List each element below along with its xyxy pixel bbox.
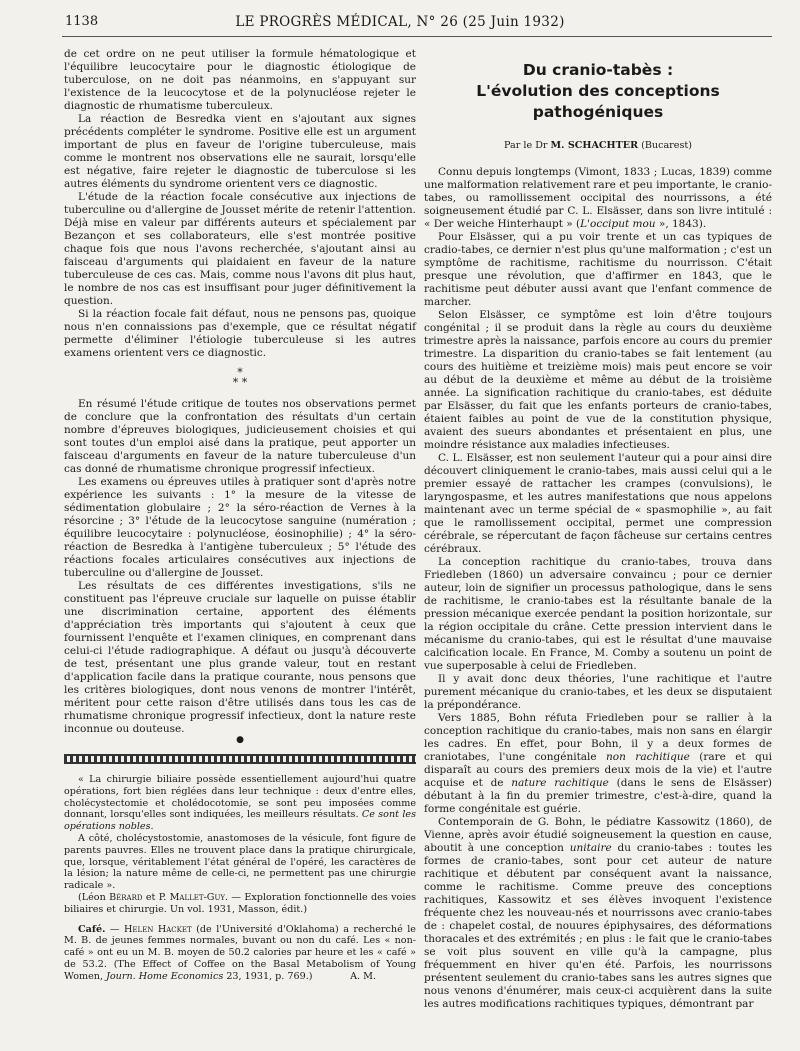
section-separator [64, 368, 416, 388]
byline [424, 139, 772, 152]
title-line: Du cranio-tabès : [522, 61, 674, 79]
quote-paragraph: A côté, cholécystostomie, anastomoses de la vésicule, font figure de parents pauvres. Elles ne trouvent place dans la pratique chirurgicale, que, lorsque, véritablement l'état général de l'opéré, les caractères de la lésion; la nature même de celle-ci, ne permettent pas une chirurgie radicale ». [64, 832, 416, 892]
article-title [424, 60, 772, 123]
cafe-note: Café. — Helen Hacket (de l'Université d'Oklahoma) a recherché le M. B. de jeunes femmes normales, buvant ou non du café. Les « non-café » ont eu un M. B. moyen de 50.2 calories par heure et les « café » de 53.2. (The Effect of Coffee on the Basal Metabolism of Young Women, Journ. Home Economics 23, 1931, p. 769.) A. M. [64, 923, 416, 982]
text: (rare et qui disparaît au cours des premiers deux mois de la vie) et l'autre acquise et de [424, 751, 772, 789]
paragraph: Les résultats de ces différentes investigations, s'ils ne constituent pas l'épreuve cruciale sur laquelle on puisse établir une discrimination certaine, apportent des éléments d'appréciation très importants qui s'ajoutent à ceux que fournissent l'enquête et l'examen cliniques, en comprenant dans celui-ci l'étude radiographique. A défaut ou jusqu'à découverte de test, présentant une plus grande valeur, tout en restant d'application facile dans la pratique courante, nous pensons que les critères biologiques, dont nous venons de montrer l'intérêt, méritent pour cette raison d'être utilisés dans tous les cas de rhumatisme chronique progressif infectieux, dont la nature reste inconnue ou douteuse. [64, 580, 416, 735]
text: Vers 1885, Bohn réfuta Friedleben pour se rallier à la conception rachitique du cranio-tabes, mais non sans en élargir les cadres. En effet, pour Bohn, il y a deux formes de craniotabes, l'une congénitale [424, 712, 772, 763]
signature: A. M. [350, 970, 376, 982]
right-column [424, 48, 772, 1011]
journal-name: Journ. Home Economics [106, 970, 224, 982]
header-rule [62, 36, 772, 37]
running-head: LE PROGRÈS MÉDICAL, N° 26 (25 Juin 1932) [235, 14, 565, 30]
paragraph [424, 816, 772, 1011]
star-bottom: * * [232, 376, 248, 389]
text: », 1843). [655, 218, 707, 230]
italic-text: L'occiput mou [580, 218, 656, 230]
cafe-title: Café. [78, 923, 106, 935]
author-place: (Bucarest) [641, 140, 692, 151]
paragraph [424, 166, 772, 231]
quote-text: « La chirurgie biliaire possède essentiellement aujourd'hui quatre opérations, fort bien réglées dans leur technique : deux d'entre elles, cholécystectomie et cholédocotomie, se sont peu imposées comme donnant, lorsqu'elles sont indiquées, les meilleurs résultats. [64, 774, 416, 821]
page-number: 1138 [65, 14, 99, 29]
paragraph [424, 712, 772, 816]
paragraph: C. L. Elsässer, est non seulement l'auteur qui a pour ainsi dire découvert cliniquement le cranio-tabes, mais aussi celui qui a le premier essayé de rattacher les crampes (convulsions), le laryngospasme, et les autres manifestations que nous appelons maintenant avec un terme spécial de « spasmophilie », au fait que le ramollissement occipital, permet une compression cérébrale, se répercutant de façon fâcheuse sur certains centres cérébraux. [424, 452, 772, 555]
quote-italic: Ce sont les opérations nobles. [64, 809, 416, 833]
star-top: * [237, 366, 243, 379]
italic-text: nature rachitique [511, 777, 609, 789]
italic-text: non rachitique [606, 751, 690, 763]
quote-paragraph [64, 774, 416, 833]
left-column [64, 48, 416, 983]
quote-citation [64, 892, 416, 916]
author-name: Mallet-Guy [169, 891, 225, 903]
paragraph: Si la réaction focale fait défaut, nous ne pensons pas, quoique nous n'en connaissions pas d'exemple, que ce résultat négatif permette d'éliminer l'étiologie tuberculeuse si les autres examens orientent vers ce diagnostic. [64, 308, 416, 359]
paragraph: Il y avait donc deux théories, l'une rachitique et l'autre purement mécanique du cranio-tabes, et les deux se disputaient la prépondérance. [424, 673, 772, 711]
text: Contemporain de G. Bohn, le pédiatre Kassowitz (1860), de Vienne, après avoir étudié soigneusement la question en cause, aboutit à une conception [424, 816, 772, 854]
paragraph: La conception rachitique du cranio-tabes, trouva dans Friedleben (1860) un adversaire convaincu ; pour ce dernier auteur, loin de signifier un processus pathologique, dans le sens de rachitisme, le cranio-tabes est la résultante banale de la pression mécanique exercée pendant la position horizontale, sur la région occipitale du crâne. Cette pression intervient dans le mécanisme du cranio-tabes, qui est le résultat d'une mauvaise calcification locale. En France, M. Comby a soutenu un point de vue superposable à celui de Friedleben. [424, 556, 772, 672]
citation-text: et P. [142, 891, 170, 903]
author-name: Bérard [109, 891, 143, 903]
text: Connu depuis longtemps (Vimont, 1833 ; Lucas, 1839) comme une malformation relativement rare et peu importante, le cranio-tabes, ou ramollissement occipital des nourrissons, a été soigneusement étudié par C. L. Elsässer, dans son livre intitulé : « Der weiche Hinterhaupt » ( [424, 166, 772, 230]
cafe-text: (de l'Université d'Oklahoma) a recherché le M. B. de jeunes femmes normales, buvant ou non du café. Les « non-café » ont eu un M. B. moyen de 50.2 calories par heure et les « café » de 53.2. (The Effect of Coffee on the Basal Metabolism of Young Women, [64, 923, 416, 982]
decorative-rule [64, 754, 416, 764]
title-line: L'évolution des conceptions pathogéniques [476, 82, 720, 121]
byline-prefix: Par le Dr [504, 140, 548, 151]
paragraph: de cet ordre on ne peut utiliser la formule hématologique et l'équilibre leucocytaire pour le diagnostic étiologique de tuberculose, on ne doit pas néanmoins, en s'appuyant sur l'existence de la leucocytose et de la polynucléose rejeter le diagnostic de rhumatisme tuberculeux. [64, 48, 416, 112]
paragraph: La réaction de Besredka vient en s'ajoutant aux signes précédents compléter le syndrome. Positive elle est un argument important de plus en faveur de l'origine tuberculeuse, mais comme le montrent nos observations elle ne saurait, lorsqu'elle est négative, faire rejeter le diagnostic de tuberculose si les autres éléments du syndrome orientent vers ce diagnostic. [64, 113, 416, 190]
end-mark: ● [236, 735, 244, 745]
citation-text: (Léon [78, 891, 110, 903]
paragraph: L'étude de la réaction focale consécutive aux injections de tuberculine ou d'allergine de Jousset mérite de retenir l'attention. Déjà mise en valeur par différents auteurs et spécialement par Bezançon et ses collaborateurs, elle s'est montrée positive chaque fois que nous l'avons recherchée, s'ajoutant ainsi au faisceau d'arguments qui plaidaient en faveur de la nature tuberculeuse de ces cas. Mais, comme nous l'avons dit plus haut, le nombre de nos cas est insuffisant pour juger définitivement la question. [64, 191, 417, 307]
text: du cranio-tabes : toutes les formes de cranio-tabes, sont pour cet auteur de nature rachitique et débutent par conséquent avant la naissance, comme le rachitisme. Comme preuve des conceptions rachitiques, Kassowitz et ses élèves invoquent l'existence fréquente chez les nouveau-nés et nourrissons avec cranio-tabes de : chapelet costal, de nouures épiphysaires, des déformations thoracales et des extrémités ; en plus : le fait que le cranio-tabes se voit plus souvent en ville qu'à la campagne, plus fréquemment en hiver qu'en été. Parfois, les nourrissons présentent seulement du cranio-tabes sans les autres signes que nous venons d'énumérer, mais ceux-ci acquièrent dans la suite les autres modifications rachitiques typiques, démontrant par [424, 842, 773, 1010]
paragraph: Pour Elsässer, qui a pu voir trente et un cas typiques de cradio-tabes, ce dernier n'est plus qu'une malformation ; c'est un symptôme de rachitisme, rachitisme du nourrisson. C'était presque une révolution, que d'affirmer en 1843, que le rachitisme peut débuter aussi avant que l'enfant commence de marcher. [424, 231, 772, 308]
author-name: Helen Hacket [124, 923, 192, 935]
cafe-end: 23, 1931, p. 769.) [226, 970, 313, 982]
author-name: M. SCHACHTER [550, 140, 639, 151]
italic-text: unitaire [569, 842, 612, 854]
quote-block [64, 774, 416, 983]
paragraph: Les examens ou épreuves utiles à pratiquer sont d'après notre expérience les suivants : 1° la mesure de la vitesse de sédimentation globulaire ; 2° la séro-réaction de Vernes à la résorcine ; 3° l'étude de la leucocytose sanguine (numération ; équilibre leucocytaire : polynucléose, éosinophilie) ; 4° la séro-réaction de Besredka à l'antigène tuberculeux ; 5° l'étude des réactions focales articulaires consécutives aux injections de tuberculine ou d'allergine de Jousset. [64, 476, 416, 579]
paragraph: Selon Elsässer, ce symptôme est loin d'être toujours congénital ; il se produit dans la règle au cours du deuxième trimestre après la naissance, parfois encore au cours du premier trimestre. La disparition du cranio-tabes se fait lentement (au cours des huitième et treizième mois) mais peut encore se voir au début de la deuxième et même au début de la troisième année. La signification rachitique du cranio-tabes, est déduite par Elsässer, du fait que les enfants porteurs de cranio-tabes, étaient faibles au point de vue de la constitution physique, avaient des sueurs abondantes et présentaient en plus, une moindre résistance aux maladies infectieuses. [424, 309, 772, 451]
citation-text: . — Exploration fonctionnelle des voies biliaires et chirurgie. Un vol. 1931, Masson, édit.) [64, 891, 416, 915]
text: (dans le sens de Elsässer) débutant à la fin du premier trimestre, c'est-à-dire, quand la forme congénitale est guérie. [424, 777, 772, 815]
paragraph: En résumé l'étude critique de toutes nos observations permet de conclure que la confrontation des résultats d'un certain nombre d'épreuves biologiques, judicieusement choisies et qui sont toutes d'un emploi aisé dans la pratique, peut apporter un faisceau d'arguments en faveur de la nature tuberculeuse d'un cas donné de rhumatisme chronique progressif infectieux. [64, 398, 416, 475]
